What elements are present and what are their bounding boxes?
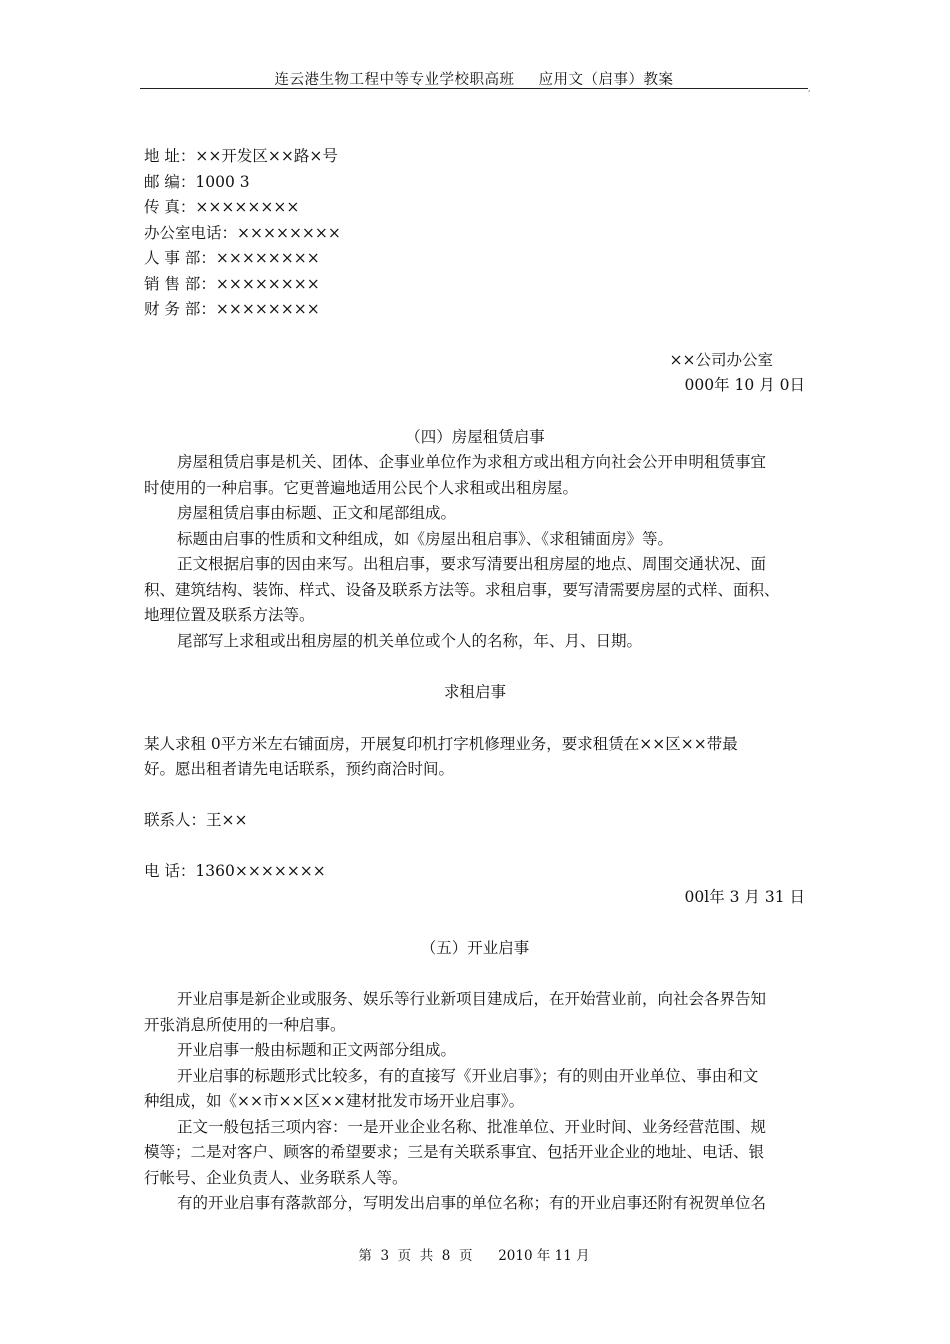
example-title: 求租启事 [443,683,506,701]
section5-line: 开业启事一般由标题和正文两部分组成。 [177,1041,457,1059]
header-end-mark: , [808,84,811,93]
section5-line: 正文一般包括三项内容：一是开业企业名称、批准单位、开业时间、业务经营范围、规 [177,1118,767,1136]
section5-line: 种组成，如《××市××区××建材批发市场开业启事》。 [144,1092,525,1110]
header-course: 应用文（启事）教案 [538,72,674,88]
page-footer: 第 3 页 共 8 页 2010 年 11 月 [358,1248,590,1264]
contact-sales: 销 售 部：×××××××× [144,275,320,293]
example-contact: 联系人：王×× [144,811,248,829]
section5-line: 开业启事的标题形式比较多，有的直接写《开业启事》；有的则由开业单位、事由和文 [177,1067,759,1085]
example-date: 00l年 3 月 31 日 [684,888,805,906]
section4-line: 标题由启事的性质和文种组成，如《房屋出租启事》、《求租铺面房》等。 [177,530,674,548]
section4-line: 房屋租赁启事是机关、团体、企事业单位作为求租方或出租方向社会公开申明租赁事宜 [177,453,767,471]
section4-line: 房屋租赁启事由标题、正文和尾部组成。 [177,504,457,522]
section5-line: 有的开业启事有落款部分，写明发出启事的单位名称；有的开业启事还附有祝贺单位名 [177,1194,767,1212]
signature-org: ××公司办公室 [669,351,773,369]
section4-title: （四）房屋租赁启事 [405,428,545,446]
contact-postcode: 邮 编：1000 3 [144,173,250,191]
signature-date: 000年 10 月 0日 [684,376,805,394]
contact-office-phone: 办公室电话：×××××××× [144,224,341,242]
section4-line: 正文根据启事的因由来写。出租启事，要求写清要出租房屋的地点、周围交通状况、面 [177,555,767,573]
header-school: 连云港生物工程中等专业学校职高班 [274,72,515,88]
section4-line: 积、建筑结构、装饰、样式、设备及联系方法等。求租启事，要写清需要房屋的式样、面积、 [144,581,780,599]
section5-line: 模等；二是对客户、顾客的希望要求；三是有关联系事宜、包括开业企业的地址、电话、银 [144,1143,765,1161]
section4-line: 时使用的一种启事。它更普遍地适用公民个人求租或出租房屋。 [144,479,579,497]
section4-line: 地理位置及联系方法等。 [144,606,315,624]
example-body-line: 某人求租 0平方米左右铺面房，开展复印机打字机修理业务，要求租赁在××区××带最 [144,735,738,753]
section4-line: 尾部写上求租或出租房屋的机关单位或个人的名称，年、月、日期。 [177,632,643,650]
contact-address: 地 址：××开发区××路×号 [144,147,338,165]
contact-hr: 人 事 部：×××××××× [144,249,320,267]
page-header [140,70,808,90]
section5-line: 行帐号、企业负责人、业务联系人等。 [144,1169,408,1187]
example-phone: 电 话：1360××××××× [144,862,326,880]
section5-line: 开张消息所使用的一种启事。 [144,1016,346,1034]
section5-title: （五）开业启事 [420,939,530,957]
contact-fax: 传 真：×××××××× [144,198,300,216]
example-body-line: 好。愿出租者请先电话联系，预约商洽时间。 [144,760,455,778]
section5-line: 开业启事是新企业或服务、娱乐等行业新项目建成后，在开始营业前，向社会各界告知 [177,990,767,1008]
contact-finance: 财 务 部：×××××××× [144,300,320,318]
header-rule [140,88,808,89]
